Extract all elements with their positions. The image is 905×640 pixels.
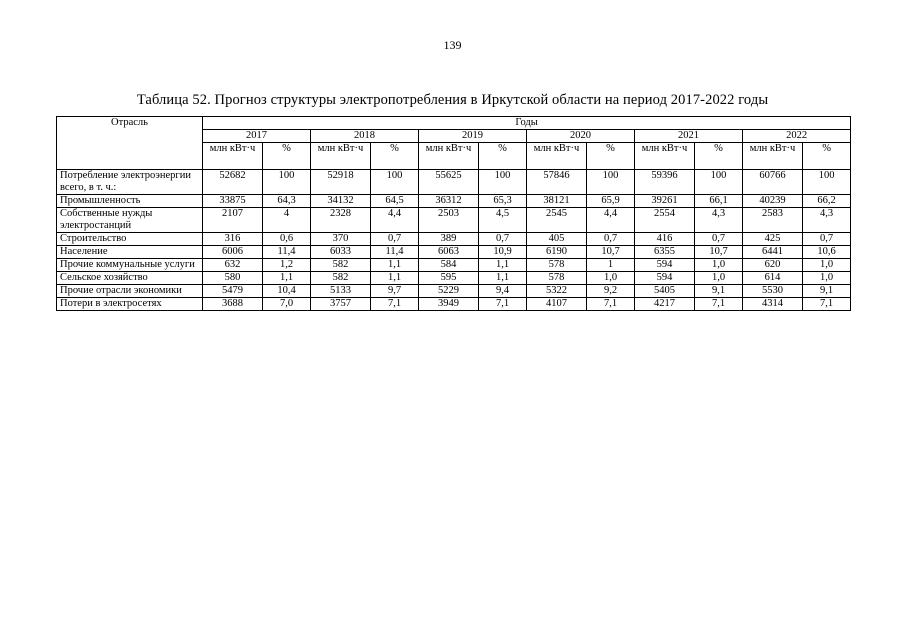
percent-cell: 10,7	[587, 246, 635, 259]
percent-cell: 1,1	[371, 272, 419, 285]
percent-cell: 0,7	[803, 233, 851, 246]
percent-cell: 10,4	[263, 285, 311, 298]
value-cell: 40239	[743, 195, 803, 208]
percent-cell: 1,1	[479, 272, 527, 285]
percent-cell: 64,5	[371, 195, 419, 208]
value-cell: 33875	[203, 195, 263, 208]
value-cell: 38121	[527, 195, 587, 208]
sector-name: Потребление электроэнергии всего, в т. ч.:	[57, 170, 203, 195]
value-cell: 5133	[311, 285, 371, 298]
percent-cell: 0,7	[587, 233, 635, 246]
sector-name: Население	[57, 246, 203, 259]
percent-cell: 100	[695, 170, 743, 195]
value-cell: 4314	[743, 298, 803, 311]
year-header: 2021	[635, 130, 743, 143]
years-group-header: Годы	[203, 117, 851, 130]
value-cell: 60766	[743, 170, 803, 195]
percent-cell: 100	[587, 170, 635, 195]
percent-cell: 4,5	[479, 208, 527, 233]
table-row	[57, 208, 851, 233]
value-cell: 6006	[203, 246, 263, 259]
unit-header-value: млн кВт·ч	[203, 143, 263, 170]
percent-cell: 7,1	[371, 298, 419, 311]
unit-header-percent: %	[371, 143, 419, 170]
percent-cell: 1,2	[263, 259, 311, 272]
percent-cell: 9,2	[587, 285, 635, 298]
value-cell: 57846	[527, 170, 587, 195]
value-cell: 595	[419, 272, 479, 285]
table-row	[57, 170, 851, 195]
value-cell: 2545	[527, 208, 587, 233]
unit-header-value: млн кВт·ч	[635, 143, 695, 170]
value-cell: 52918	[311, 170, 371, 195]
percent-cell: 66,2	[803, 195, 851, 208]
percent-cell: 1,0	[803, 259, 851, 272]
percent-cell: 1,0	[695, 272, 743, 285]
value-cell: 3688	[203, 298, 263, 311]
percent-cell: 10,9	[479, 246, 527, 259]
percent-cell: 4,3	[803, 208, 851, 233]
percent-cell: 0,6	[263, 233, 311, 246]
percent-cell: 7,1	[479, 298, 527, 311]
percent-cell: 9,4	[479, 285, 527, 298]
value-cell: 594	[635, 272, 695, 285]
consumption-forecast-table	[56, 116, 851, 311]
percent-cell: 0,7	[371, 233, 419, 246]
value-cell: 370	[311, 233, 371, 246]
percent-cell: 1,1	[263, 272, 311, 285]
percent-cell: 1,0	[695, 259, 743, 272]
table-row	[57, 298, 851, 311]
percent-cell: 0,7	[695, 233, 743, 246]
unit-header-value: млн кВт·ч	[743, 143, 803, 170]
value-cell: 389	[419, 233, 479, 246]
percent-cell: 1,1	[371, 259, 419, 272]
sector-name: Строительство	[57, 233, 203, 246]
year-header: 2022	[743, 130, 851, 143]
unit-header-percent: %	[695, 143, 743, 170]
sector-name: Потери в электросетях	[57, 298, 203, 311]
table-row	[57, 272, 851, 285]
unit-header-percent: %	[587, 143, 635, 170]
table-body	[57, 170, 851, 311]
unit-header-percent: %	[803, 143, 851, 170]
page-number: 139	[443, 38, 462, 52]
sector-name: Промышленность	[57, 195, 203, 208]
percent-cell: 11,4	[263, 246, 311, 259]
value-cell: 582	[311, 272, 371, 285]
value-cell: 5530	[743, 285, 803, 298]
year-header: 2020	[527, 130, 635, 143]
year-header: 2018	[311, 130, 419, 143]
percent-cell: 4,4	[371, 208, 419, 233]
value-cell: 39261	[635, 195, 695, 208]
value-cell: 55625	[419, 170, 479, 195]
value-cell: 2583	[743, 208, 803, 233]
value-cell: 578	[527, 259, 587, 272]
table-row	[57, 259, 851, 272]
percent-cell: 65,9	[587, 195, 635, 208]
value-cell: 582	[311, 259, 371, 272]
percent-cell: 7,1	[803, 298, 851, 311]
unit-header-percent: %	[479, 143, 527, 170]
value-cell: 6355	[635, 246, 695, 259]
value-cell: 2503	[419, 208, 479, 233]
value-cell: 34132	[311, 195, 371, 208]
sector-name: Сельское хозяйство	[57, 272, 203, 285]
value-cell: 620	[743, 259, 803, 272]
value-cell: 6033	[311, 246, 371, 259]
value-cell: 594	[635, 259, 695, 272]
year-header: 2019	[419, 130, 527, 143]
header-row-groups	[57, 117, 851, 130]
percent-cell: 10,6	[803, 246, 851, 259]
unit-header-value: млн кВт·ч	[311, 143, 371, 170]
percent-cell: 100	[803, 170, 851, 195]
value-cell: 614	[743, 272, 803, 285]
percent-cell: 11,4	[371, 246, 419, 259]
percent-cell: 65,3	[479, 195, 527, 208]
value-cell: 3949	[419, 298, 479, 311]
unit-header-value: млн кВт·ч	[419, 143, 479, 170]
unit-header-percent: %	[263, 143, 311, 170]
percent-cell: 0,7	[479, 233, 527, 246]
value-cell: 584	[419, 259, 479, 272]
year-header: 2017	[203, 130, 311, 143]
table-row	[57, 246, 851, 259]
percent-cell: 1	[587, 259, 635, 272]
value-cell: 36312	[419, 195, 479, 208]
value-cell: 425	[743, 233, 803, 246]
table-caption: Таблица 52. Прогноз структуры электропотребления в Иркутской области на период 2017-2022 годы	[136, 92, 769, 108]
value-cell: 2328	[311, 208, 371, 233]
percent-cell: 9,7	[371, 285, 419, 298]
value-cell: 5405	[635, 285, 695, 298]
percent-cell: 1,0	[587, 272, 635, 285]
percent-cell: 1,0	[803, 272, 851, 285]
percent-cell: 4,3	[695, 208, 743, 233]
percent-cell: 64,3	[263, 195, 311, 208]
percent-cell: 7,0	[263, 298, 311, 311]
percent-cell: 4	[263, 208, 311, 233]
percent-cell: 100	[479, 170, 527, 195]
value-cell: 2554	[635, 208, 695, 233]
value-cell: 6063	[419, 246, 479, 259]
value-cell: 578	[527, 272, 587, 285]
percent-cell: 9,1	[803, 285, 851, 298]
value-cell: 59396	[635, 170, 695, 195]
value-cell: 6190	[527, 246, 587, 259]
percent-cell: 1,1	[479, 259, 527, 272]
value-cell: 632	[203, 259, 263, 272]
percent-cell: 9,1	[695, 285, 743, 298]
sector-name: Прочие коммунальные услуги	[57, 259, 203, 272]
sector-name: Собственные нужды электростанций	[57, 208, 203, 233]
percent-cell: 4,4	[587, 208, 635, 233]
value-cell: 405	[527, 233, 587, 246]
value-cell: 5479	[203, 285, 263, 298]
unit-header-value: млн кВт·ч	[527, 143, 587, 170]
percent-cell: 100	[263, 170, 311, 195]
sector-column-header: Отрасль	[57, 117, 203, 170]
table-row	[57, 233, 851, 246]
table-row	[57, 195, 851, 208]
value-cell: 4217	[635, 298, 695, 311]
value-cell: 416	[635, 233, 695, 246]
value-cell: 5229	[419, 285, 479, 298]
value-cell: 5322	[527, 285, 587, 298]
percent-cell: 66,1	[695, 195, 743, 208]
value-cell: 580	[203, 272, 263, 285]
sector-name: Прочие отрасли экономики	[57, 285, 203, 298]
value-cell: 3757	[311, 298, 371, 311]
percent-cell: 7,1	[695, 298, 743, 311]
value-cell: 6441	[743, 246, 803, 259]
value-cell: 4107	[527, 298, 587, 311]
percent-cell: 10,7	[695, 246, 743, 259]
value-cell: 52682	[203, 170, 263, 195]
percent-cell: 100	[371, 170, 419, 195]
table-row	[57, 285, 851, 298]
value-cell: 2107	[203, 208, 263, 233]
percent-cell: 7,1	[587, 298, 635, 311]
value-cell: 316	[203, 233, 263, 246]
